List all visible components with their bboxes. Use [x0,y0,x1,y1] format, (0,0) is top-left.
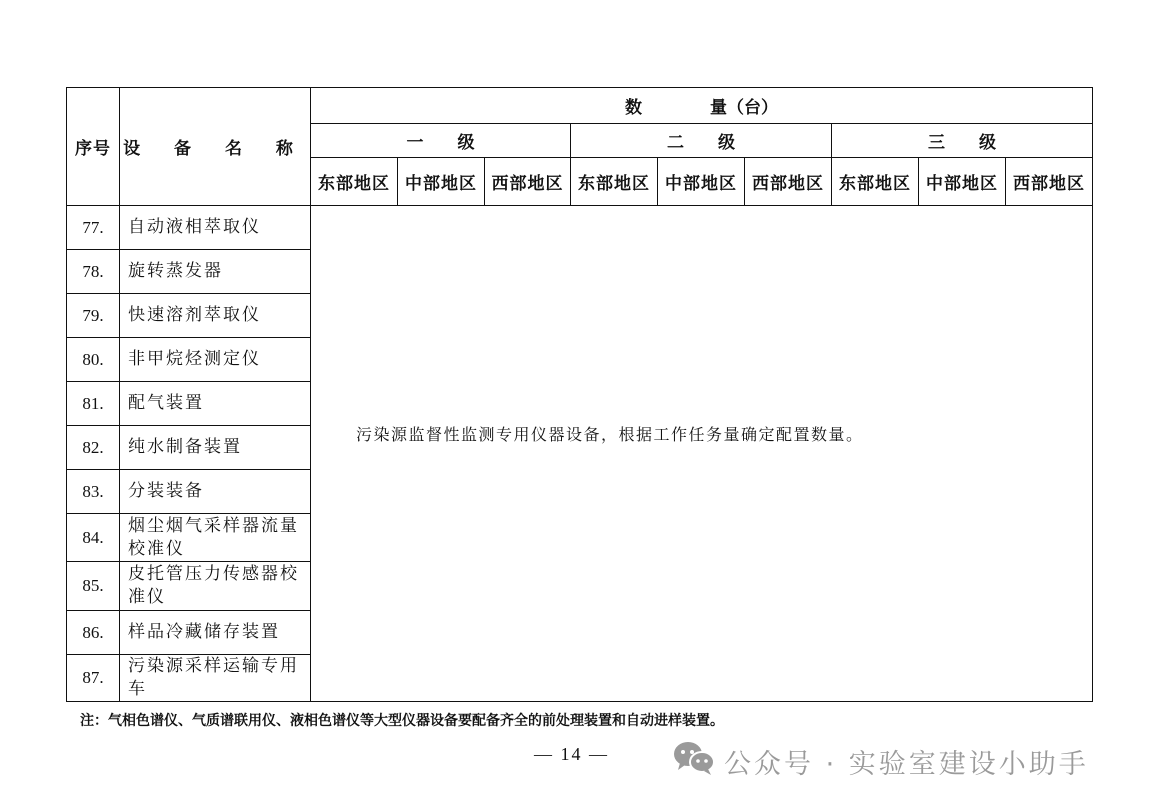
row-equipment-name: 配气装置 [120,382,311,426]
header-region-west: 西部地区 [745,158,832,206]
header-region-east: 东部地区 [311,158,398,206]
row-equipment-name: 烟尘烟气采样器流量校准仪 [120,514,311,562]
row-equipment-name: 污染源采样运输专用车 [120,655,311,702]
equipment-table [66,87,1093,702]
header-equipment-name: 设 备 名 称 [120,88,311,206]
row-equipment-name: 皮托管压力传感器校准仪 [120,562,311,611]
row-seq: 78. [67,250,120,294]
row-seq: 84. [67,514,120,562]
row-equipment-name: 分装装备 [120,470,311,514]
row-equipment-name: 样品冷藏储存装置 [120,611,311,655]
header-region-east: 东部地区 [832,158,919,206]
header-region-central: 中部地区 [658,158,745,206]
header-region-west: 西部地区 [1006,158,1093,206]
row-seq: 79. [67,294,120,338]
row-seq: 87. [67,655,120,702]
header-region-central: 中部地区 [919,158,1006,206]
footnote: 注：气相色谱仪、气质谱联用仪、液相色谱仪等大型仪器设备要配备齐全的前处理装置和自动进样装置。 [80,713,724,729]
header-level-2: 二 级 [571,124,832,158]
header-seq: 序号 [67,88,120,206]
row-equipment-name: 纯水制备装置 [120,426,311,470]
header-level-3: 三 级 [832,124,1093,158]
row-seq: 83. [67,470,120,514]
row-equipment-name: 快速溶剂萃取仪 [120,294,311,338]
table-row [67,206,1093,250]
row-equipment-name: 旋转蒸发器 [120,250,311,294]
row-equipment-name: 自动液相萃取仪 [120,206,311,250]
row-seq: 86. [67,611,120,655]
row-equipment-name: 非甲烷烃测定仪 [120,338,311,382]
header-quantity: 数 量（台） [311,88,1093,124]
watermark [672,740,1089,783]
wechat-icon [672,740,724,783]
header-region-central: 中部地区 [398,158,485,206]
page-number: — 14 — [534,744,609,764]
row-seq: 80. [67,338,120,382]
row-seq: 77. [67,206,120,250]
header-level-1: 一 级 [311,124,571,158]
header-region-west: 西部地区 [485,158,571,206]
watermark-text: 公众号 · 实验室建设小助手 [724,749,1089,780]
row-seq: 81. [67,382,120,426]
row-seq: 85. [67,562,120,611]
header-region-east: 东部地区 [571,158,658,206]
row-seq: 82. [67,426,120,470]
merged-quantity-note: 污染源监督性监测专用仪器设备，根据工作任务量确定配置数量。 [311,206,1093,702]
